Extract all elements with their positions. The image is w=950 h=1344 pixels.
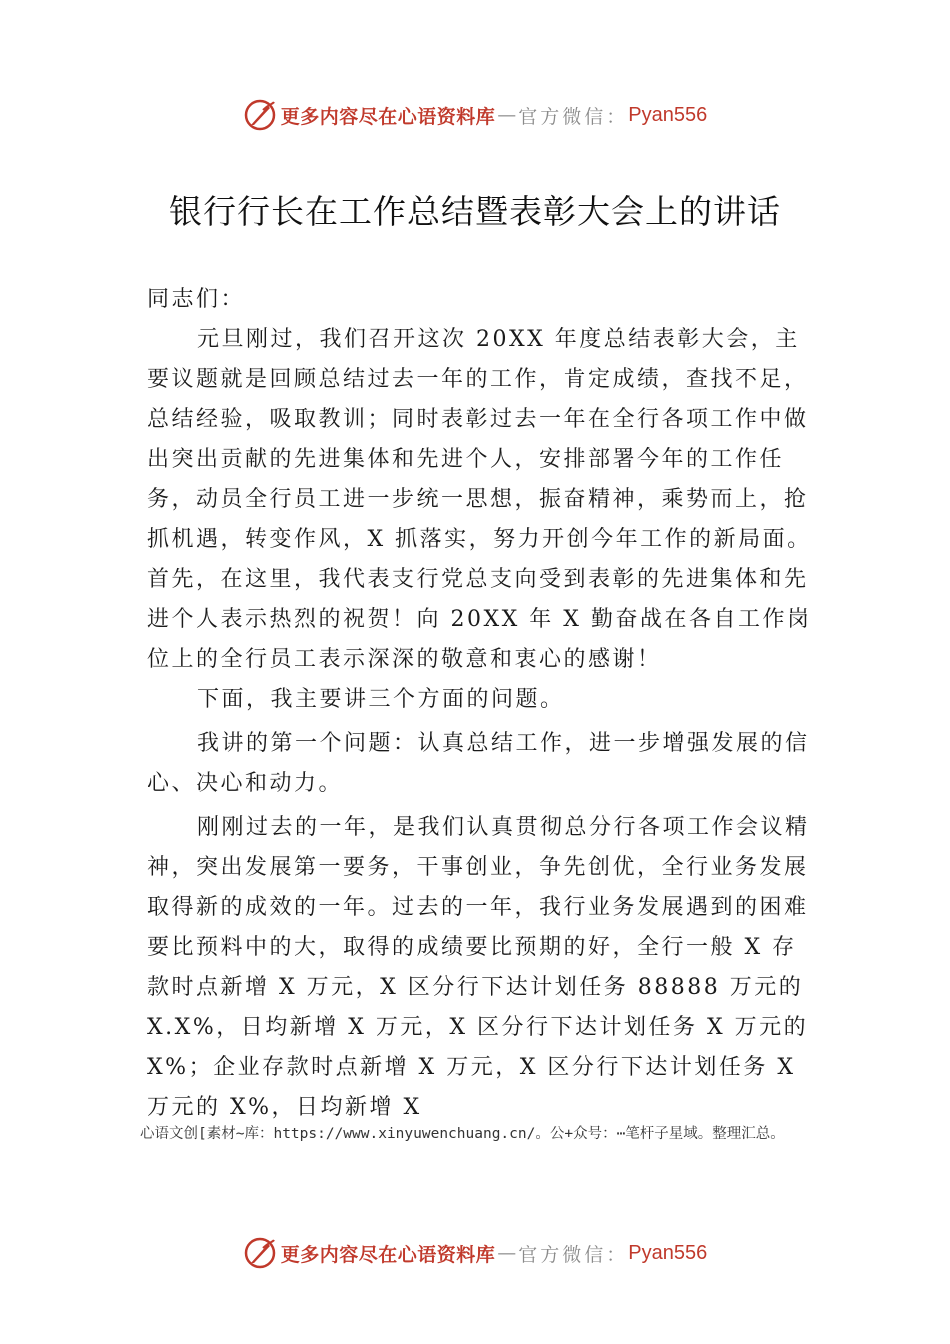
banner-main-text: 更多内容尽在心语资料库 [280,105,496,128]
quill-logo-icon [243,1236,277,1270]
banner-wechat-id: Pyan556 [628,1241,708,1264]
quill-logo-icon [243,98,277,132]
source-note: 心语文创[素材~库：https://www.xinyuwenchuang.cn/。公+众号：⋯笔杆子星域。整理汇总。 [140,1126,785,1142]
document-title: 银行行长在工作总结暨表彰大会上的讲话 [169,192,781,231]
paragraph-review: 刚刚过去的一年，是我们认真贯彻总分行各项工作会议精神，突出发展第一要务，干事创业，争先创优，全行业务发展取得新的成效的一年。过去的一年，我行业务发展遇到的困难要比预料中的大，取得的成绩要比预期的好，全行一般 X 存款时点新增 X 万元，X 区分行下达计划任务 88888 万元的 X.X%，日均新增 X 万元，X 区分行下达计划任务 X 万元的 X%；企业存款时点新增 X 万元，X 区分行下达计划任务 X 万元的 X%，日均新增 X [147,815,810,1120]
paragraph-first-issue: 我讲的第一个问题：认真总结工作，进一步增强发展的信心、决心和动力。 [147,731,810,796]
banner-main-text: 更多内容尽在心语资料库 [280,1243,496,1266]
banner-dash: — [497,1242,517,1264]
salutation: 同志们： [147,287,246,312]
paragraph-opening: 元旦刚过，我们召开这次 20XX 年度总结表彰大会，主要议题就是回顾总结过去一年的工作，肯定成绩，查找不足，总结经验，吸取教训；同时表彰过去一年在全行各项工作中做出突出贡献的先进集体和先进个人，安排部署今年的工作任务，动员全行员工进一步统一思想，振奋精神，乘势而上，抢抓机遇，转变作风，X 抓落实，努力开创今年工作的新局面。首先，在这里，我代表支行党总支向受到表彰的先进集体和先进个人表示热烈的祝贺！向 20XX 年 X 勤奋战在各自工作岗位上的全行员工表示深深的敬意和衷心的感谢！ [147,327,812,672]
header-banner [0,95,950,135]
footer-banner [0,1233,950,1273]
document-body [147,280,812,1128]
banner-wechat-label: 官方微信： [518,105,629,128]
banner-wechat-id: Pyan556 [628,103,708,126]
banner-dash: — [497,104,517,126]
banner-wechat-label: 官方微信： [518,1243,629,1266]
paragraph-outline: 下面，我主要讲三个方面的问题。 [197,687,565,712]
